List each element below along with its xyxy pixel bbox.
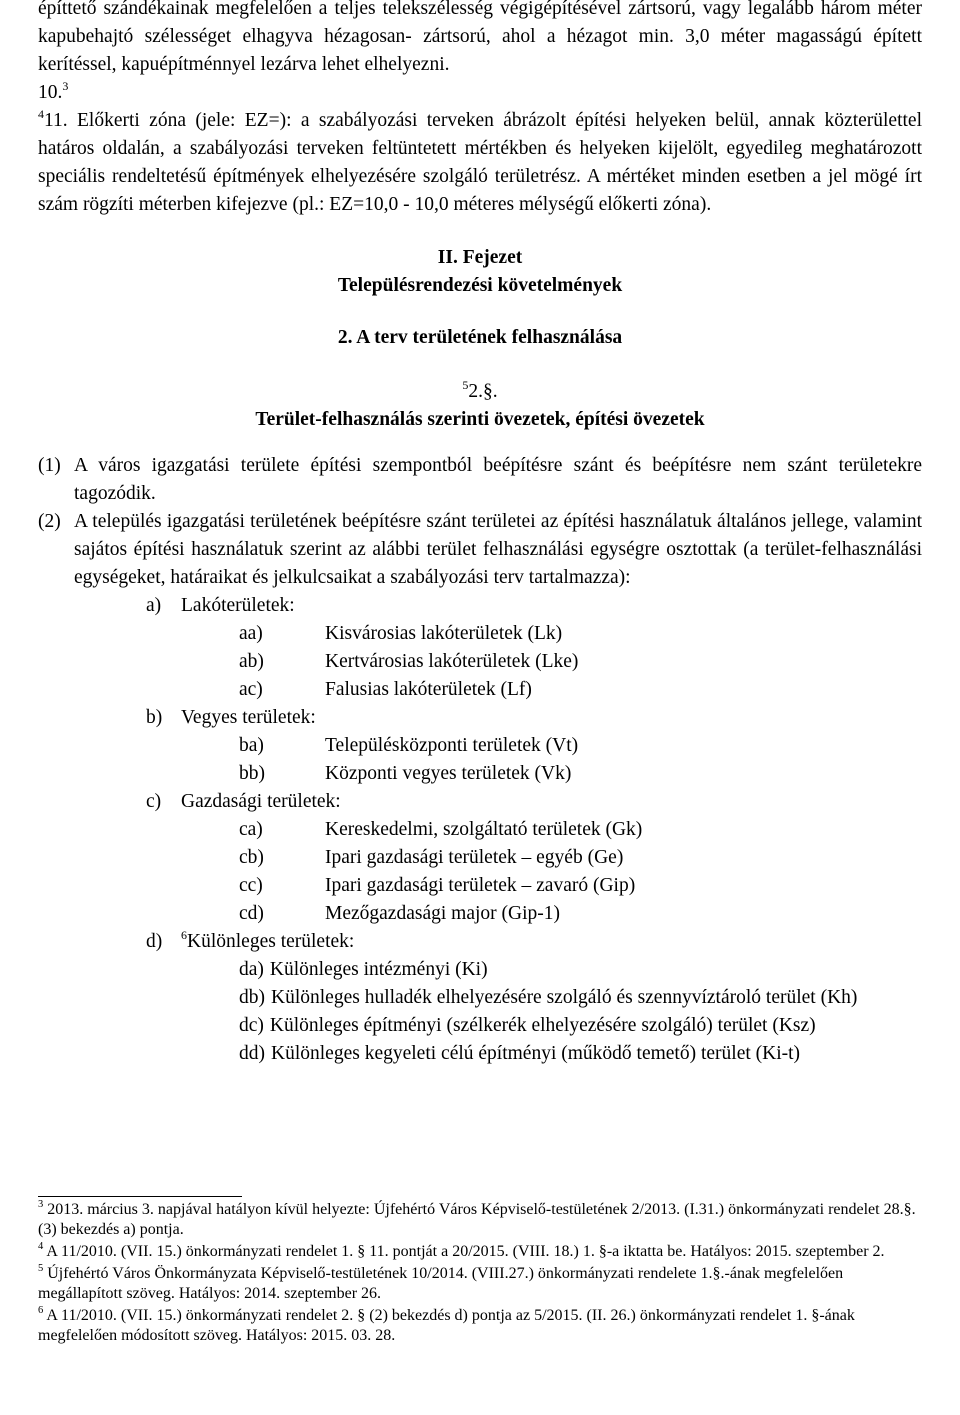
list-label: Vegyes területek: (181, 707, 316, 728)
list-key: c) (146, 791, 162, 812)
list-key: aa) (239, 623, 263, 644)
list-key: cd) (239, 903, 264, 924)
list-key: ac) (239, 679, 263, 700)
footnote-text: A 11/2010. (VII. 15.) önkormányzati rendelet 2. § (2) bekezdés d) pontja az 5/2015. (II. 26.) önkormányzati rendelet 1. §-ának megfelelően módosított szöveg. Hatályos: 2015. 03. 28. (38, 1307, 855, 1344)
footnote-separator (38, 1196, 242, 1197)
list-subitem (38, 760, 922, 788)
list-key: d) (146, 931, 163, 952)
chapter-number: II. Fejezet (437, 247, 523, 268)
list-subitem (38, 648, 922, 676)
list-key: ab) (239, 651, 264, 672)
list-label: Lakóterületek: (181, 595, 295, 616)
list-subitem (38, 816, 922, 844)
list-key: ca) (239, 819, 263, 840)
list-subitem (38, 872, 922, 900)
list-label: Kertvárosias lakóterületek (Lke) (325, 651, 579, 672)
item-11 (38, 107, 922, 219)
list-subitem (239, 1040, 922, 1068)
footnote-text: A 11/2010. (VII. 15.) önkormányzati rendelet 1. § 11. pontját a 20/2015. (VIII. 18.) 1. §-a iktatta be. Hatályos: 2015. szeptember 2. (46, 1243, 885, 1260)
list-subitem (38, 676, 922, 704)
carryover-paragraph: építtető szándékainak megfelelően a teljes telekszélesség végigépítésével zártsorú, vagy legalább három méter kapubehajtó szélességet elhagyva hézagosan- zártsorú, ahol a hézagot min. 3,0 méter magasságú épített kerítéssel, kapuépítménnyel lezárva lehet elhelyezni. (38, 0, 922, 75)
footnote-ref-4[interactable]: 4 (38, 106, 44, 121)
footnote-number: 5 (38, 1262, 44, 1274)
list-subitem (239, 984, 922, 1012)
list-label: Ipari gazdasági területek – egyéb (Ge) (325, 847, 624, 868)
footnote-ref-5[interactable]: 5 (462, 377, 469, 392)
list-key: cb) (239, 847, 264, 868)
list-item-d (38, 928, 922, 956)
footnote-5 (38, 1264, 924, 1304)
footnote-number: 4 (38, 1240, 44, 1252)
list-key: bb) (239, 763, 265, 784)
list-label: Különleges hulladék elhelyezésére szolgáló és szennyvíztároló terület (Kh) (271, 987, 858, 1008)
footnote-ref-6[interactable]: 6 (181, 927, 187, 942)
list-key: db) (239, 987, 265, 1008)
paragraph-text: A város igazgatási területe építési szempontból beépítésre szánt és beépítésre nem szánt területekre tagozódik. (74, 455, 922, 504)
list-subitem (38, 844, 922, 872)
list-key: a) (146, 595, 162, 616)
list-key: dd) (239, 1043, 265, 1064)
list-label (181, 928, 354, 956)
item-10 (38, 79, 922, 107)
paragraph-2 (38, 508, 922, 592)
list-key: ba) (239, 735, 264, 756)
list-subitem (239, 1012, 922, 1040)
list-subitem (38, 900, 922, 928)
footnote-3 (38, 1200, 924, 1240)
list-item-a (38, 592, 922, 620)
footnote-text: Újfehértó Város Önkormányzata Képviselő-testületének 10/2014. (VIII.27.) önkormányzati rendelete 1.§.-ának megfelelően megállapított szöveg. Hatályos: 2014. szeptember 26. (38, 1265, 844, 1302)
list-label: Kisvárosias lakóterületek (Lk) (325, 623, 563, 644)
footnote-6 (38, 1306, 924, 1346)
list-label: Gazdasági területek: (181, 791, 341, 812)
list-label: Különleges intézményi (Ki) (269, 959, 488, 980)
list-key: da) (239, 959, 264, 980)
section-title: 2. A terv területének felhasználása (337, 327, 623, 348)
document-page (38, 0, 922, 1068)
list-item-b (38, 704, 922, 732)
list-label: Központi vegyes területek (Vk) (325, 763, 572, 784)
paragraph-number: (1) (38, 455, 61, 476)
list-subitem (239, 956, 922, 984)
paragraph-text: A település igazgatási területének beépítésre szánt területei az építési használatuk általános jellege, valamint sajátos építési használatuk szerint az alábbi terület felhasználási egységre osztottak (a terület-felhasználási egységeket, határaikat és jelkulcsaikat a szabályozási terv tartalmazza): (74, 511, 922, 588)
list-label: Különleges építményi (szélkerék elhelyezésére szolgáló) terület (Ksz) (269, 1015, 816, 1036)
paragraph-1 (38, 452, 922, 508)
zone-list (38, 592, 922, 1068)
footnote-number: 6 (38, 1304, 44, 1316)
list-subitem (38, 620, 922, 648)
list-label: Településközponti területek (Vt) (325, 735, 579, 756)
list-key: dc) (239, 1015, 264, 1036)
list-label: Mezőgazdasági major (Gip-1) (325, 903, 560, 924)
footnote-number: 3 (38, 1198, 44, 1210)
list-item-c (38, 788, 922, 816)
footnote-4 (38, 1242, 924, 1262)
list-subitem (38, 732, 922, 760)
article-title: Terület-felhasználás szerinti övezetek, építési övezetek (255, 409, 705, 430)
item-11-text: 11. Előkerti zóna (jele: EZ=): a szabályozási terveken ábrázolt építési helyeken belül, annak közterülettel határos oldalán, a szabályozási terveken feltüntetett mértékben és helyeken kijelölt, egyedileg meghatározott speciális rendeltetésű építmények elhelyezésére szolgáló területrész. A mértéket minden esetben a jel mögé írt szám rögzíti méterben kifejezve (pl.: EZ=10,0 - 10,0 méteres mélységű előkerti zóna). (38, 110, 922, 215)
paragraph-number: (2) (38, 511, 61, 532)
chapter-title: Településrendezési követelmények (337, 275, 623, 296)
list-label-text: Különleges területek: (187, 931, 355, 952)
list-label: Különleges kegyeleti célú építményi (működő temető) terület (Ki-t) (271, 1043, 801, 1064)
list-label: Ipari gazdasági területek – zavaró (Gip) (325, 875, 636, 896)
article-number (38, 378, 922, 406)
footnote-ref-3[interactable]: 3 (62, 78, 69, 93)
footnotes (38, 1200, 924, 1346)
list-key: cc) (239, 875, 263, 896)
article-number-text: 2.§. (468, 381, 498, 402)
list-key: b) (146, 707, 163, 728)
item-10-number: 10. (38, 82, 63, 103)
list-label: Kereskedelmi, szolgáltató területek (Gk) (325, 819, 643, 840)
list-label: Falusias lakóterületek (Lf) (325, 679, 532, 700)
footnote-text: 2013. március 3. napjával hatályon kívül helyezte: Újfehértó Város Képviselő-testületének 2/2013. (I.31.) önkormányzati rendelet 28.§. (3) bekezdés a) pontja. (38, 1201, 916, 1238)
